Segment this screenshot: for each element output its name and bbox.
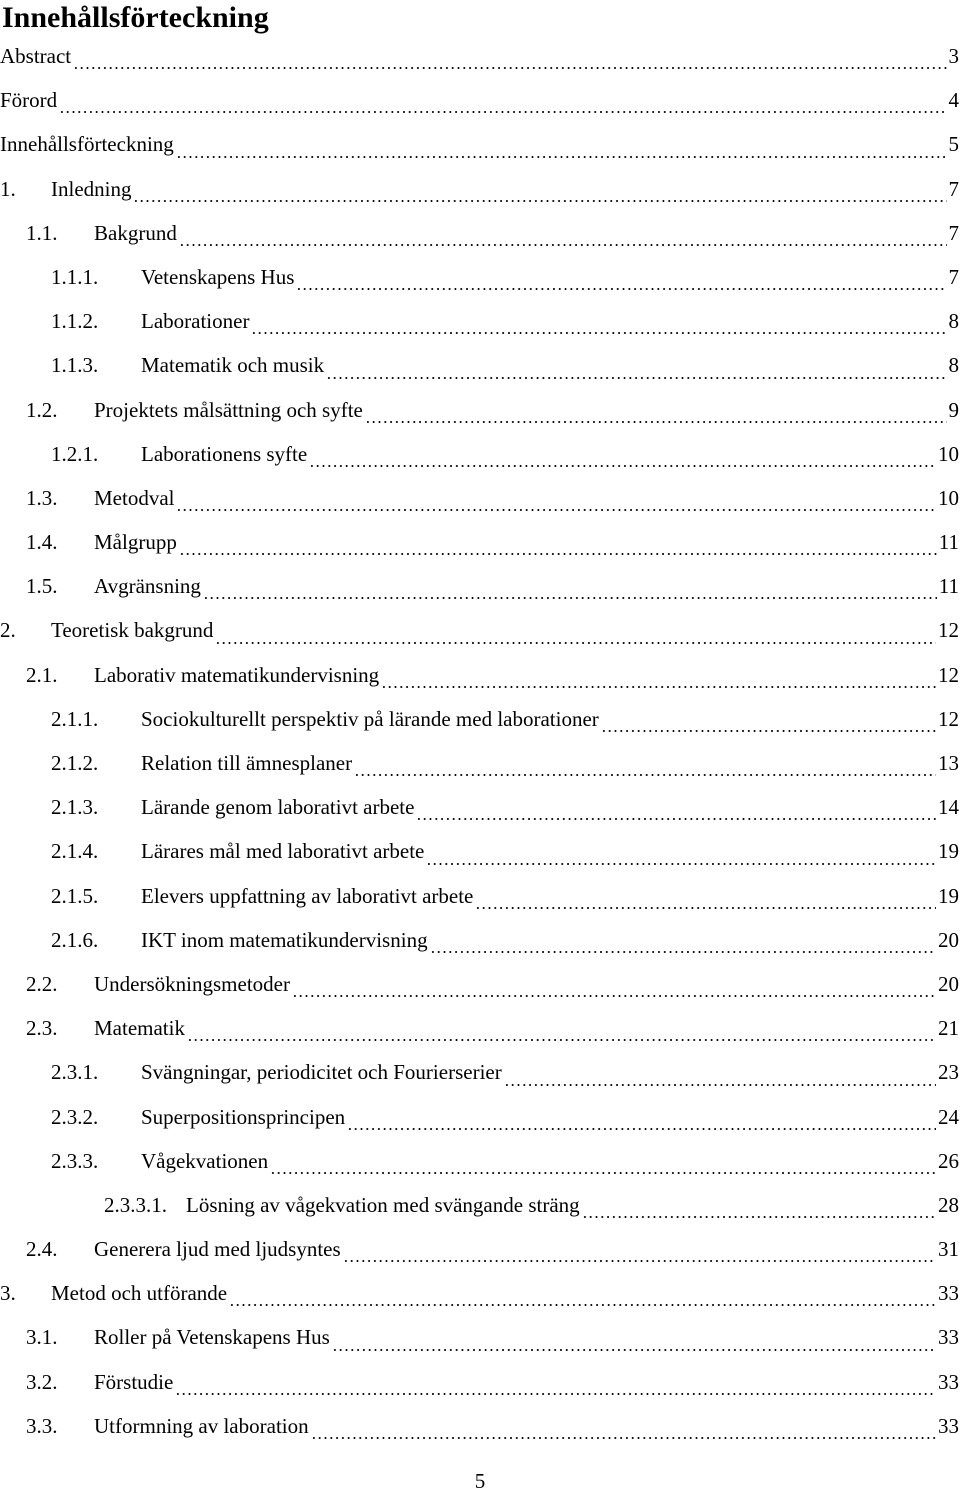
- toc-entry-page: 33: [938, 1325, 959, 1350]
- toc-entry[interactable]: [0, 436, 960, 480]
- toc-entry-number: 2.4.: [26, 1237, 58, 1262]
- toc-entry-title: Målgrupp: [94, 530, 177, 555]
- toc-entry[interactable]: [0, 612, 960, 656]
- toc-entry-number: 2.1.: [26, 662, 58, 687]
- toc-entry-title: Bakgrund: [94, 220, 177, 245]
- toc-entry-number: 2.: [0, 618, 16, 643]
- dot-leader: [203, 580, 937, 600]
- toc-entry-page: 10: [938, 485, 959, 510]
- toc-entry-number: 1.2.: [26, 397, 58, 422]
- dot-leader: [365, 404, 947, 424]
- toc-entry-number: 2.1.1.: [51, 706, 99, 731]
- dot-leader: [296, 271, 946, 291]
- toc-entry-number: 2.1.6.: [51, 927, 99, 952]
- toc-entry[interactable]: [0, 171, 960, 215]
- dot-leader: [176, 139, 947, 159]
- dot-leader: [311, 1420, 936, 1440]
- dot-leader: [270, 1155, 936, 1175]
- toc-entry-number: 2.3.: [26, 1016, 58, 1041]
- toc-entry-page: 11: [938, 530, 959, 555]
- toc-entry-page: 12: [938, 618, 959, 643]
- toc-entry-page: 28: [938, 1192, 959, 1217]
- toc-entry[interactable]: [0, 701, 960, 745]
- toc-entry[interactable]: [0, 1054, 960, 1098]
- toc-entry-title: Innehållsförteckning: [0, 132, 174, 157]
- toc-entry-number: 2.1.2.: [51, 751, 99, 775]
- toc-entry-number: 1.5.: [26, 574, 58, 599]
- toc-entry[interactable]: [0, 789, 960, 833]
- toc-entry-page: 23: [938, 1060, 959, 1085]
- toc-entry-title: Relation till ämnesplaner: [141, 751, 353, 775]
- dot-leader: [416, 801, 936, 821]
- toc-entry-title: Roller på Vetenskapens Hus: [94, 1325, 330, 1350]
- toc-entry-page: 7: [948, 176, 959, 201]
- toc-entry-page: 9: [948, 397, 959, 422]
- dot-leader: [179, 227, 947, 247]
- dot-leader: [332, 1332, 936, 1352]
- toc-entry-title: Undersökningsmetoder: [94, 971, 290, 996]
- toc-entry-page: 21: [938, 1016, 959, 1041]
- dot-leader: [292, 978, 936, 998]
- dot-leader: [426, 846, 936, 866]
- toc-entry-page: 19: [938, 839, 959, 864]
- toc-entry-page: 20: [938, 927, 959, 952]
- toc-entry[interactable]: [0, 568, 960, 612]
- toc-entry[interactable]: [0, 524, 960, 568]
- toc-entry[interactable]: [0, 1319, 960, 1363]
- dot-leader: [343, 1243, 936, 1263]
- toc-entry-page: 7: [948, 264, 959, 289]
- dot-leader: [430, 934, 936, 954]
- toc-entry-title: Lärares mål med laborativt arbete: [141, 839, 425, 864]
- toc-entry[interactable]: [0, 126, 960, 170]
- toc-entry[interactable]: [0, 1364, 960, 1408]
- page-number: 5: [474, 1469, 486, 1493]
- toc-entry[interactable]: [0, 82, 960, 126]
- toc-entry-number: 2.2.: [26, 971, 58, 996]
- toc-entry[interactable]: [0, 1408, 960, 1452]
- toc-entry-page: 19: [938, 883, 959, 908]
- toc-entry-page: 24: [938, 1104, 959, 1129]
- toc-entry-title: Laborativ matematikundervisning: [94, 662, 380, 687]
- toc-entry-page: 20: [938, 971, 959, 996]
- toc-entry[interactable]: [0, 657, 960, 701]
- toc-entry-number: 2.1.3.: [51, 795, 99, 820]
- dot-leader: [179, 536, 937, 556]
- toc-entry-number: 1.1.1.: [51, 264, 99, 289]
- toc-entry-number: 1.4.: [26, 530, 58, 555]
- toc-entry-page: 3: [948, 44, 959, 68]
- toc-entry[interactable]: [0, 303, 960, 347]
- toc-entry-page: 12: [938, 662, 959, 687]
- toc-entry-title: Teoretisk bakgrund: [51, 618, 214, 643]
- toc-entry-page: 4: [948, 88, 959, 113]
- toc-entry[interactable]: [0, 1275, 960, 1319]
- toc-entry-page: 8: [948, 309, 959, 334]
- toc-entry-title: Avgränsning: [94, 574, 201, 599]
- toc-entry-page: 8: [948, 353, 959, 378]
- dot-leader: [309, 448, 936, 468]
- toc-entry-number: 2.3.1.: [51, 1060, 99, 1085]
- toc-entry-title: Abstract: [0, 44, 72, 68]
- toc-entry-page: 26: [938, 1148, 959, 1173]
- toc-entry-page: 10: [938, 441, 959, 466]
- toc-entry-number: 1.1.2.: [51, 309, 99, 334]
- dot-leader: [504, 1067, 936, 1087]
- toc-entry-title: Inledning: [51, 176, 132, 201]
- dot-leader: [354, 757, 936, 777]
- toc-entry[interactable]: [0, 259, 960, 303]
- toc-entry-title: Lösning av vågekvation med svängande sträng: [186, 1192, 580, 1217]
- toc-entry-page: 14: [938, 795, 959, 820]
- dot-leader: [251, 315, 946, 335]
- toc-entry-page: 5: [948, 132, 959, 157]
- toc-entry-title: Laborationer: [141, 309, 250, 334]
- dot-leader: [215, 625, 936, 645]
- toc-entry[interactable]: [0, 215, 960, 259]
- toc-entry[interactable]: [0, 1143, 960, 1187]
- toc-entry[interactable]: [0, 922, 960, 966]
- toc-entry-page: 11: [938, 574, 959, 599]
- toc-entry-title: Utformning av laboration: [94, 1413, 309, 1438]
- toc-entry-page: 12: [938, 706, 959, 731]
- toc-entry[interactable]: [0, 1099, 960, 1143]
- toc-entry-title: Metodval: [94, 485, 175, 510]
- dot-leader: [229, 1287, 936, 1307]
- dot-leader: [582, 1199, 936, 1219]
- toc-entry-title: IKT inom matematikundervisning: [141, 927, 428, 952]
- toc-entry-title: Superpositionsprincipen: [141, 1104, 346, 1129]
- toc-entry-number: 2.3.3.1.: [104, 1192, 167, 1217]
- toc-entry-title: Vetenskapens Hus: [141, 264, 295, 289]
- toc-entry-page: 13: [938, 751, 959, 775]
- dot-leader: [73, 50, 946, 70]
- toc-entry-number: 2.3.2.: [51, 1104, 99, 1129]
- toc-entry-title: Elevers uppfattning av laborativt arbete: [141, 883, 474, 908]
- page-title: Innehållsförteckning: [2, 1, 269, 34]
- toc-entry-title: Projektets målsättning och syfte: [94, 397, 363, 422]
- toc-entry-title: Generera ljud med ljudsyntes: [94, 1237, 341, 1262]
- toc-entry[interactable]: [0, 1010, 960, 1054]
- toc-entry-title: Förstudie: [94, 1369, 174, 1394]
- dot-leader: [601, 713, 936, 733]
- toc-entry[interactable]: [0, 833, 960, 877]
- toc-entry[interactable]: [0, 878, 960, 922]
- toc-entry-title: Sociokulturellt perspektiv på lärande med laborationer: [141, 706, 599, 731]
- toc-entry-title: Laborationens syfte: [141, 441, 308, 466]
- dot-leader: [381, 669, 936, 689]
- table-of-contents: [0, 38, 960, 1452]
- toc-entry-page: 33: [938, 1413, 959, 1438]
- toc-entry-number: 1.1.: [26, 220, 58, 245]
- toc-entry-number: 3.: [0, 1281, 16, 1306]
- dot-leader: [175, 1376, 936, 1396]
- toc-entry-number: 3.1.: [26, 1325, 58, 1350]
- dot-leader: [347, 1111, 936, 1131]
- toc-entry-number: 3.2.: [26, 1369, 58, 1394]
- toc-entry-page: 33: [938, 1369, 959, 1394]
- toc-entry-number: 2.3.3.: [51, 1148, 99, 1173]
- toc-entry[interactable]: [0, 392, 960, 436]
- toc-entry-title: Svängningar, periodicitet och Fourierserier: [141, 1060, 502, 1085]
- toc-entry[interactable]: [0, 1187, 960, 1231]
- toc-entry-title: Förord: [0, 88, 58, 113]
- toc-entry-number: 1.3.: [26, 485, 58, 510]
- dot-leader: [133, 183, 946, 203]
- toc-entry-number: 2.1.4.: [51, 839, 99, 864]
- toc-entry[interactable]: [0, 966, 960, 1010]
- toc-entry-number: 3.3.: [26, 1413, 58, 1438]
- dot-leader: [176, 492, 936, 512]
- dot-leader: [59, 94, 946, 114]
- toc-entry-number: 2.1.5.: [51, 883, 99, 908]
- toc-entry-page: 7: [948, 220, 959, 245]
- toc-entry[interactable]: [0, 745, 960, 789]
- toc-entry-number: 1.: [0, 176, 16, 201]
- toc-entry[interactable]: [0, 347, 960, 391]
- toc-entry-number: 1.1.3.: [51, 353, 99, 378]
- toc-entry-title: Matematik och musik: [141, 353, 325, 378]
- dot-leader: [187, 1022, 936, 1042]
- toc-entry[interactable]: [0, 1231, 960, 1275]
- toc-entry[interactable]: [0, 480, 960, 524]
- toc-entry-page: 33: [938, 1281, 959, 1306]
- toc-entry-page: 31: [938, 1237, 959, 1262]
- toc-entry-title: Vågekvationen: [141, 1148, 269, 1173]
- dot-leader: [475, 890, 936, 910]
- dot-leader: [326, 360, 946, 380]
- toc-entry-number: 1.2.1.: [51, 441, 99, 466]
- toc-entry-title: Metod och utförande: [51, 1281, 228, 1306]
- toc-entry-title: Lärande genom laborativt arbete: [141, 795, 415, 820]
- toc-entry[interactable]: [0, 38, 960, 82]
- toc-entry-title: Matematik: [94, 1016, 185, 1041]
